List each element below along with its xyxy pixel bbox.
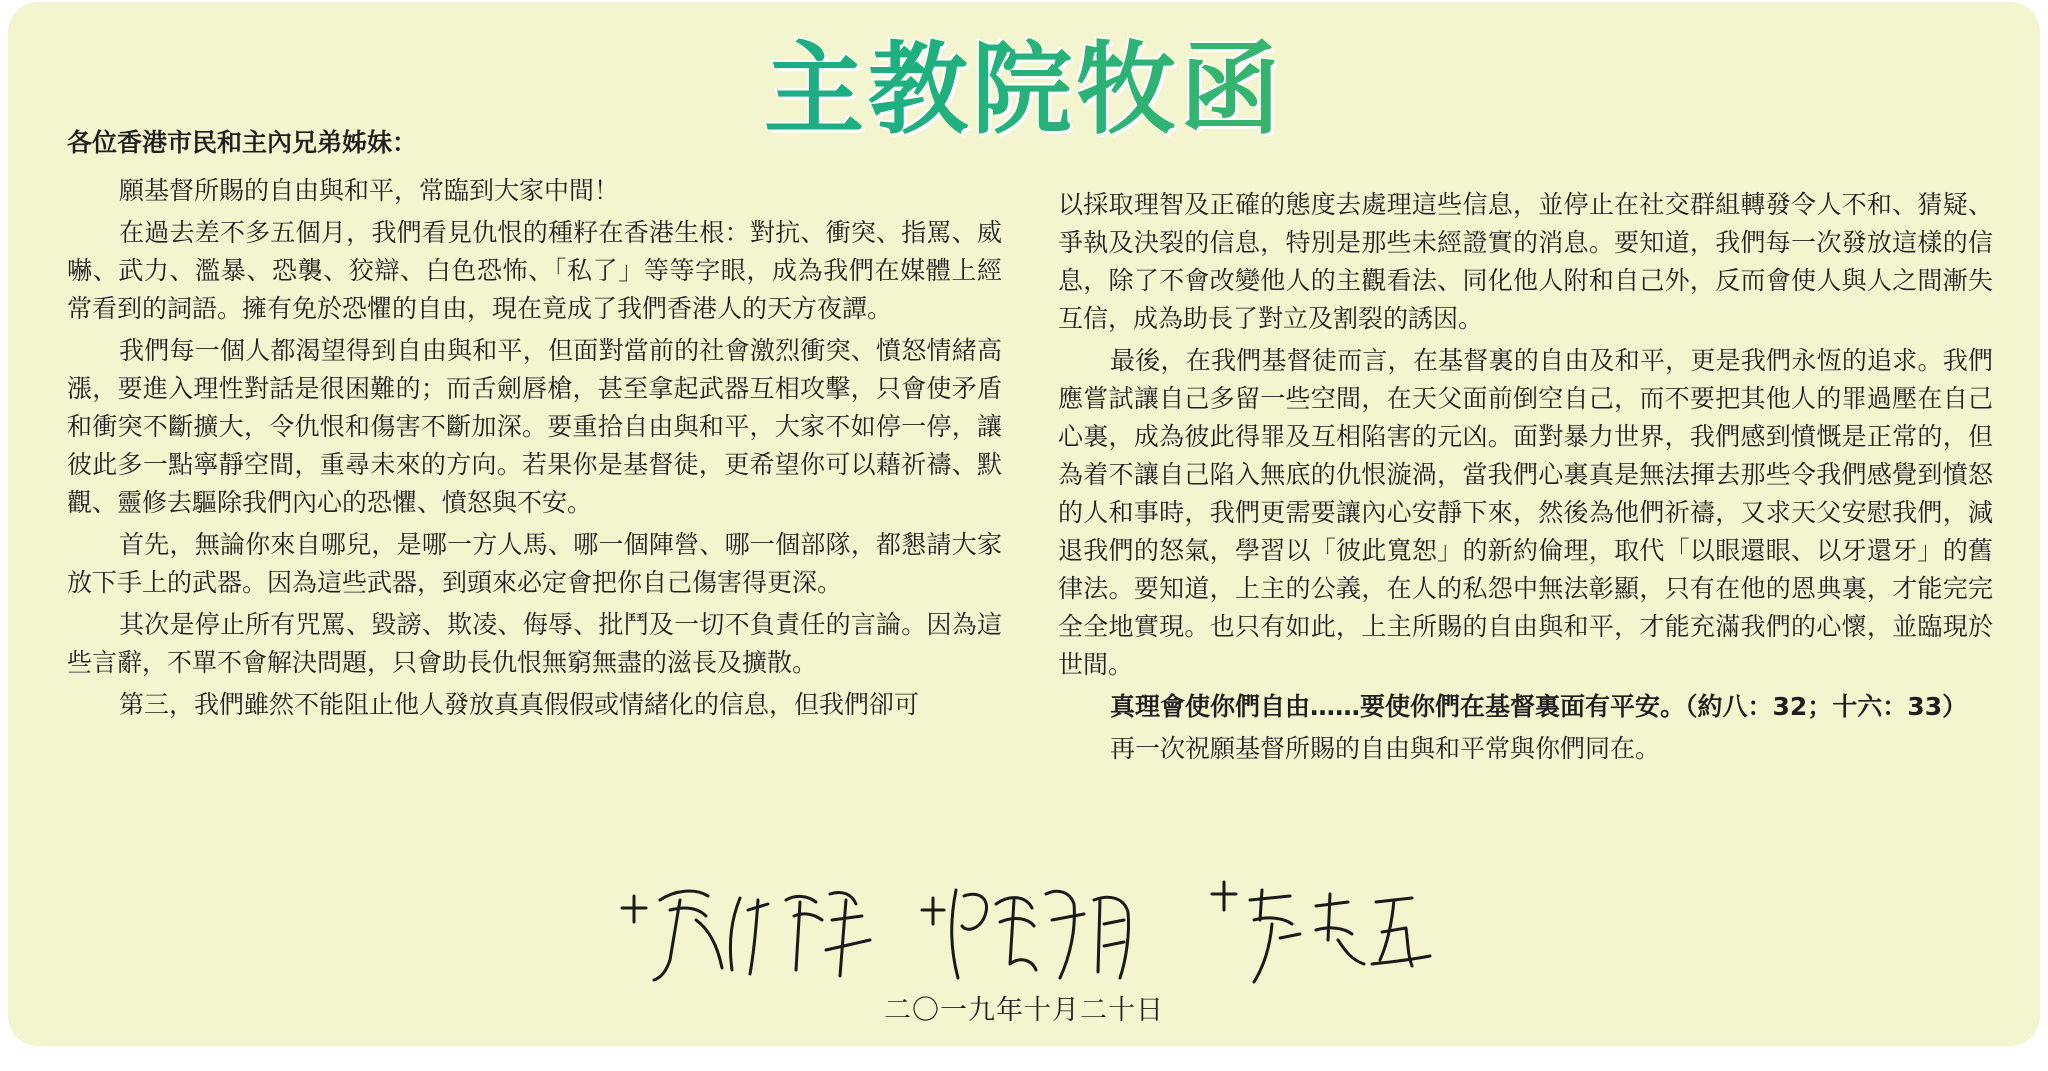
signature-2 xyxy=(922,890,1129,978)
paragraph-third-start: 第三，我們雖然不能阻止他人發放真真假假或情緒化的信息，但我們卻可 xyxy=(119,690,920,719)
paragraph-greeting: 願基督所賜的自由與和平，常臨到大家中間！ xyxy=(119,176,620,205)
closing-blessing: 再一次祝願基督所賜的自由與和平常與你們同在。 xyxy=(1110,734,1661,763)
signature-strokes xyxy=(600,860,1460,990)
paragraph-second: 其次是停止所有咒罵、毀謗、欺凌、侮辱、批鬥及一切不負責任的言論。因為這些言辭，不單不會解決問題，只會助長仇恨無窮無盡的滋長及擴散。 xyxy=(67,610,1002,677)
paragraph-freedom-peace: 我們每一個人都渴望得到自由與和平，但面對當前的社會激烈衝突、憤怒情緒高漲，要進入理性對話是很困難的；而舌劍唇槍，甚至拿起武器互相攻擊，只會使矛盾和衝突不斷擴大，令仇恨和傷害不斷加深。要重拾自由與和平，大家不如停一停，讓彼此多一點寧靜空間，重尋未來的方向。若果你是基督徒，更希望你可以藉祈禱、默觀、靈修去驅除我們內心的恐懼、憤怒與不安。 xyxy=(67,336,1002,517)
signatures xyxy=(600,860,1460,990)
left-column xyxy=(67,124,1002,728)
signature-1 xyxy=(622,891,870,980)
paragraph-third-continued: 以採取理智及正確的態度去處理這些信息，並停止在社交群組轉發令人不和、猜疑、爭執及決裂的信息，特別是那些未經證實的消息。要知道，我們每一次發放這樣的信息，除了不會改變他人的主觀看法、同化他人附和自己外，反而會使人與人之間漸失互信，成為助長了對立及割裂的誘因。 xyxy=(1058,190,1993,333)
scripture-quote: 真理會使你們自由……要使你們在基督裏面有平安。（約八：32；十六：33） xyxy=(1110,692,1968,721)
paragraph-final: 最後，在我們基督徒而言，在基督裏的自由及和平，更是我們永恆的追求。我們應嘗試讓自己多留一些空間，在天父面前倒空自己，而不要把其他人的罪過壓在自己心裏，成為彼此得罪及互相陷害的元凶。面對暴力世界，我們感到憤慨是正常的，但為着不讓自己陷入無底的仇恨漩渦，當我們心裏真是無法揮去那些令我們感覺到憤怒的人和事時，我們更需要讓內心安靜下來，然後為他們祈禱，又求天父安慰我們，減退我們的怒氣，學習以「彼此寬恕」的新約倫理，取代「以眼還眼、以牙還牙」的舊律法。要知道，上主的公義，在人的私怨中無法彰顯，只有在他的恩典裏，才能完完全全地實現。也只有如此，上主所賜的自由與和平，才能充滿我們的心懷，並臨現於世間。 xyxy=(1058,346,1993,679)
paragraph-first: 首先，無論你來自哪兒，是哪一方人馬、哪一個陣營、哪一個部隊，都懇請大家放下手上的武器。因為這些武器，到頭來必定會把你自己傷害得更深。 xyxy=(67,530,1002,597)
letter-date: 二〇一九年十月二十日 xyxy=(884,995,1164,1026)
right-column xyxy=(1058,186,1993,772)
letter-title: 主教院牧函 xyxy=(0,20,2048,160)
paragraph-hatred: 在過去差不多五個月，我們看見仇恨的種籽在香港生根：對抗、衝突、指罵、威嚇、武力、濫暴、恐襲、狡辯、白色恐怖、「私了」等等字眼，成為我們在媒體上經常看到的詞語。擁有免於恐懼的自由，現在竟成了我們香港人的天方夜譚。 xyxy=(67,218,1002,323)
signature-3 xyxy=(1212,882,1430,982)
salutation: 各位香港市民和主內兄弟姊妹： xyxy=(67,128,418,157)
